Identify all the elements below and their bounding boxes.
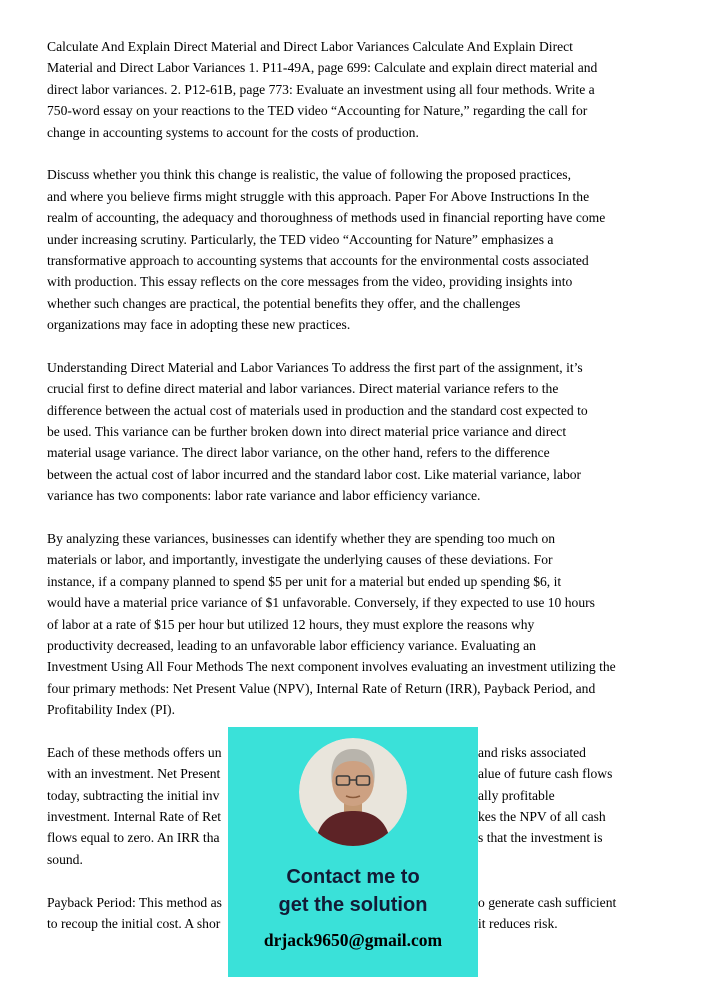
text-line: difference between the actual cost of materials used in production and the standard cost expected to (47, 402, 588, 418)
text-line: change in accounting systems to account for the costs of production. (47, 124, 419, 140)
text-fragment-right: alue of future cash flows (478, 766, 613, 782)
text-fragment-left: with an investment. Net Present (47, 766, 221, 782)
paragraph (47, 164, 665, 335)
text-line: of labor at a rate of $15 per hour but utilized 12 hours, they must explore the reasons why (47, 616, 535, 632)
promo-overlay (228, 727, 478, 977)
paragraph (47, 357, 665, 507)
promo-headline-line-1: Contact me to (286, 866, 420, 888)
text-line: Material and Direct Labor Variances 1. P11-49A, page 699: Calculate and explain direct material and (47, 60, 598, 76)
text-fragment-right: s that the investment is (478, 830, 603, 846)
text-line: Understanding Direct Material and Labor Variances To address the first part of the assignment, it’s (47, 359, 583, 375)
text-line: between the actual cost of labor incurred and the standard labor cost. Like material variance, labor (47, 466, 582, 482)
text-fragment-left: to recoup the initial cost. A shor (47, 916, 221, 932)
text-fragment-left: flows equal to zero. An IRR tha (47, 830, 220, 846)
text-line: Calculate And Explain Direct Material and Direct Labor Variances Calculate And Explain Direct (47, 39, 573, 54)
text-fragment-left: Payback Period: This method as (47, 894, 222, 910)
promo-email: drjack9650@gmail.com (263, 930, 443, 950)
text-fragment-right: ally profitable (478, 787, 555, 803)
text-line: realm of accounting, the adequacy and thoroughness of methods used in financial reporting have come (47, 210, 606, 226)
text-line: with production. This essay reflects on the core messages from the video, providing insights into (47, 274, 573, 290)
text-line: materials or labor, and importantly, investigate the underlying causes of these deviations. For (47, 552, 553, 568)
text-line: would have a material price variance of $1 unfavorable. Conversely, if they expected to use 10 hours (47, 595, 595, 611)
text-line: whether such changes are practical, the potential benefits they offer, and the challenges (47, 295, 521, 311)
text-fragment-left: Each of these methods offers un (47, 744, 222, 760)
text-line: and where you believe firms might struggle with this approach. Paper For Above Instructions In the (47, 188, 590, 204)
text-line: Discuss whether you think this change is realistic, the value of following the proposed practices, (47, 167, 571, 183)
text-line: instance, if a company planned to spend $5 per unit for a material but ended up spending $6, it (47, 573, 562, 589)
text-line: transformative approach to accounting systems that accounts for the environmental costs associated (47, 252, 589, 268)
tutor-portrait-photo (299, 738, 407, 846)
text-fragment-left: today, subtracting the initial inv (47, 787, 220, 803)
text-line: direct labor variances. 2. P12-61B, page 773: Evaluate an investment using all four methods. Write a (47, 81, 595, 97)
text-line: crucial first to define direct material and labor variances. Direct material variance refers to the (47, 381, 559, 397)
text-line: By analyzing these variances, businesses can identify whether they are spending too much on (47, 530, 556, 546)
paragraph (47, 36, 665, 143)
text-fragment-right: it reduces risk. (478, 916, 558, 932)
text-line: material usage variance. The direct labor variance, on the other hand, refers to the difference (47, 445, 550, 461)
text-fragment-right: and risks associated (478, 744, 586, 760)
text-fragment-right: kes the NPV of all cash (478, 809, 606, 825)
promo-headline (228, 863, 478, 919)
text-line: variance has two components: labor rate variance and labor efficiency variance. (47, 488, 481, 504)
text-line: Investment Using All Four Methods The next component involves evaluating an investment utilizing the (47, 659, 616, 675)
text-line: Profitability Index (PI). (47, 702, 175, 718)
paragraph (47, 528, 665, 721)
promo-headline-line-2: get the solution (278, 894, 428, 916)
text-line: four primary methods: Net Present Value (NPV), Internal Rate of Return (IRR), Payback Period, and (47, 680, 596, 696)
text-line: 750-word essay on your reactions to the TED video “Accounting for Nature,” regarding the call for (47, 103, 588, 119)
text-line: sound. (47, 851, 83, 867)
text-line: productivity decreased, leading to an unfavorable labor efficiency variance. Evaluating an (47, 637, 536, 653)
text-line: organizations may face in adopting these new practices. (47, 317, 351, 333)
text-fragment-left: investment. Internal Rate of Ret (47, 809, 222, 825)
text-line: be used. This variance can be further broken down into direct material price variance and direct (47, 424, 567, 440)
text-fragment-right: o generate cash sufficient (478, 894, 617, 910)
text-line: under increasing scrutiny. Particularly, the TED video “Accounting for Nature” emphasizes a (47, 231, 554, 247)
